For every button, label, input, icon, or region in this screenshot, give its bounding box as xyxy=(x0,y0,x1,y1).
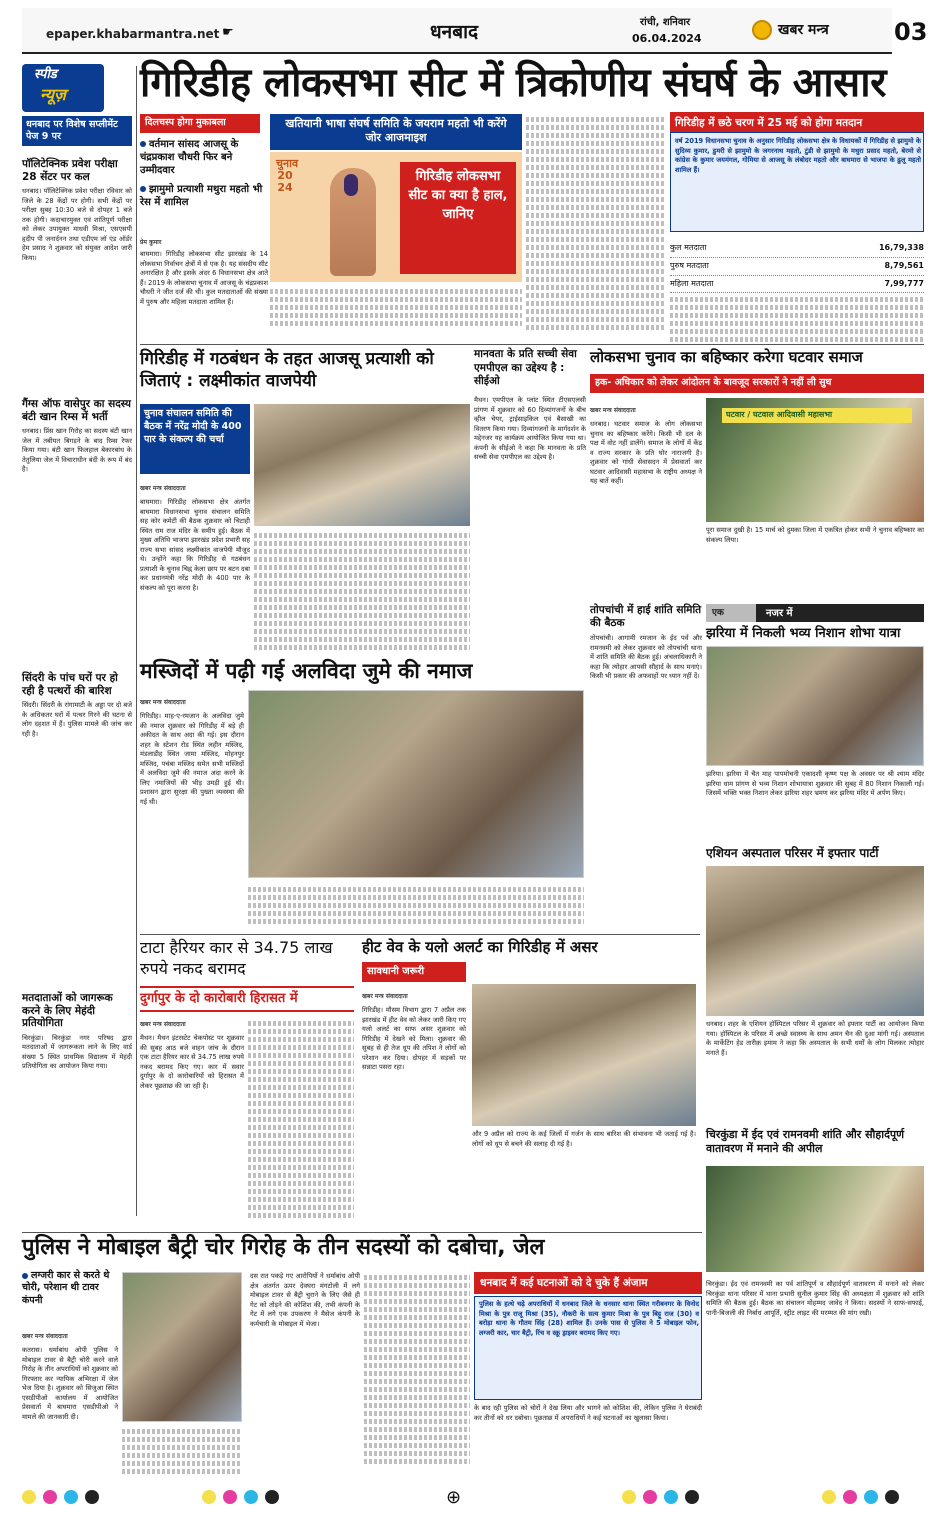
police-body2: दस रात पकड़े गए आरोपियों ने धर्माबांध ओपी क्षेत्र अंतर्गत ऊपर देवघरा मंगटोली में लगे मोबाइल टावर से बैट्री चुराने के लिए जैसे ही गेट को तोड़ने की कोशिश की, तभी कंपनी के गेट में लगे एक उपकरण ने मैसेज कंपनी के कर्मचारी के मोबाइल में भेजा। xyxy=(250,1272,360,1328)
masthead xyxy=(0,0,945,58)
police-bullet: लग्जरी कार से करते थे चोरी, परेशान थी टावर कंपनी xyxy=(22,1270,110,1306)
column-divider xyxy=(136,66,137,1216)
tata-body: मैथन। मैथन इंटरस्टेट चेकपोस्ट पर शुक्रवार की सुबह आठ बजे वाहन जांच के दौरान एक टाटा हैरियर कार से 34.75 लाख रुपये नकद बरामद किए गए। कार में सवार दुर्गापुर के दो कारोबारियों को हिरासत में लेकर पूछताछ की जा रही है। xyxy=(140,1034,244,1090)
section-divider xyxy=(22,1232,702,1233)
lead-bullets xyxy=(140,138,268,209)
boycott-byline: खबर मन्त्र संवाददाता xyxy=(590,407,636,414)
heat-byline: खबर मन्त्र संवाददाता xyxy=(362,993,408,1000)
heat-photo xyxy=(472,984,696,1126)
section-divider xyxy=(140,344,924,345)
cds-body: मैथन। एमपीएल के प्लांट स्थित टीएसएलसी प्रांगण में शुक्रवार को 60 दिव्यांगजनों के बीच व्हील चेयर, ट्राईसाइकिल एवं बैसाखी का वितरण किया गया। दिव्यांगजनों के मार्गदर्शन के मद्देनजर यह कार्यक्रम आयोजित किया गया था। कंपनी के सीईओ ने कहा कि मानवता के प्रति सच्ची सेवा एमपीएल का उद्देश्य है। xyxy=(474,396,586,462)
lead-stats-column xyxy=(526,114,666,340)
lead-body-cont xyxy=(270,286,522,336)
lead-graphic xyxy=(270,152,522,282)
heat-body: गिरिडीह। मौसम विभाग द्वारा 7 अप्रैल तक झारखंड में हीट वेव को लेकर जारी किए गए यलो अलर्ट का साफ असर शुक्रवार को गिरिडीह में देखने को मिला। शुक्रवार की सुबह से ही तेज धूप की तपिश ने लोगों को परेशान कर दिया। दोपहर में सड़कों पर सन्नाटा पसरा रहा। xyxy=(362,1006,466,1072)
stat-row: पुरुष मतदाता 8,79,561 xyxy=(670,258,924,276)
speed-news-logo: स्पीड न्यूज़ xyxy=(22,64,104,112)
crosshair-icon: ⊕ xyxy=(446,1487,462,1508)
boycott-body: धनबाद। घटवार समाज के लोग लोकसभा चुनाव का बहिष्कार करेंगे। किसी भी दल के पक्ष में वोट नहीं डालेंगे। समाज के लोगों में केंद्र व राज्य सरकार के प्रति घोर नाराजगी है। शुक्रवार को गांधी सेवासदन में प्रेसवार्ता कर घटवार आदिवासी महासभा के राष्ट्रीय अध्यक्ष ने यह बातें कहीं। xyxy=(590,420,702,486)
brand-name: खबर मन्त्र xyxy=(778,22,829,38)
iftar-headline: एशियन अस्पताल परिसर में इफ्तार पार्टी xyxy=(706,846,879,860)
speed-item-4 xyxy=(22,992,132,1252)
tata-headline: टाटा हैरियर कार से 34.75 लाख रुपये नकद बरामद xyxy=(140,938,333,978)
speed-item-2 xyxy=(22,398,132,653)
ajsu-body: बाघमारा। गिरिडीह लोकसभा क्षेत्र अंतर्गत बाघमारा विधानसभा चुनाव संचालन समिति सह कोर कमेटी की बैठक शुक्रवार को चिटाही स्थित राम राज मंदिर के समीप हुई। बैठक में मुख्य अतिथि भाजपा झारखंड प्रदेश प्रभारी सह राज्य सभा सांसद लक्ष्मीकांत वाजपेयी मौजूद थे। उन्होंने कहा कि गिरिडीह से गठबंधन प्रत्याशी के चुनाव चिह्न केला छाप पर बटन दबा कर प्रधानमंत्री नरेंद्र मोदी के 400 पार के संकल्प को पूरा करना है। xyxy=(140,498,250,592)
police-byline: खबर मन्त्र संवाददाता xyxy=(22,1333,68,1340)
speed-item-body: सिंदरी। सिंदरी के रांगामाटी के अड्डा पर दो बजे के अधिकतर घरों में पत्थर गिरने की घटना से लोग दहशत में हैं। पुलिस मामले की जांच कर रही है। xyxy=(22,701,132,738)
lead-stats xyxy=(670,240,924,340)
alvida-body: गिरिडीह। माह-ए-रमजान के अलविदा जुमे की नमाज शुक्रवार को गिरिडीह में बड़े ही अकीदत के साथ अदा की गई। इस दौरान शहर के स्टेशन रोड स्थित लहीन मस्जिद, मंडलाडीह स्थित जामा मस्जिद, मोहनपुर मस्जिद, पचंबा मस्जिद समेत सभी मस्जिदों में अलविदा जुमे की नमाज अदा करने के लिए नमाजियों की भीड़ उमड़ी हुई थी। प्रशासन द्वारा सुरक्षा की पुख्ता व्यवस्था की गई थी। xyxy=(140,712,244,806)
bullet-icon xyxy=(22,1273,28,1279)
heat-tag: सावधानी जरूरी xyxy=(362,962,466,982)
chirkunda-body: चिरकुंडा। ईद एवं रामनवमी का पर्व शांतिपूर्ण व सौहार्दपूर्ण वातावरण में मनाने को लेकर चिरकुंडा थाना परिसर में थाना प्रभारी सुनील कुमार सिंह की अध्यक्षता में शुक्रवार को शांति समिति की बैठक हुई। बैठक का संचालन मोहम्मद जावेद ने किया। सदस्यों ने साफ-सफाई, पानी-बिजली की निर्बाध आपूर्ति, स्ट्रीट लाइट की मरम्मत की मांग रखी। xyxy=(706,1280,924,1317)
speed-item-title: सिंदरी के पांच घरों पर हो रही है पत्थरों की बारिश xyxy=(22,672,118,697)
supplement-promo: धनबाद पर विशेष सप्लीमेंट पेज 9 पर xyxy=(22,116,132,146)
ek-nazar-tag: एक नजर में xyxy=(706,604,924,622)
speed-item-body: धनबाद। पॉलिटेक्निक प्रवेश परीक्षा रविवार को जिले के 28 केंद्रों पर होगी। सभी केंद्रों पर परीक्षा सुबह 10:30 बजे से दोपहर 1 बजे तक होगी। कदाचारमुक्त एवं शांतिपूर्ण परीक्षा को लेकर उपायुक्त माधवी मिश्रा, एसएसपी हृदीप पी जनार्दनन तथा एडीएम लॉ एंड ऑर्डर हेम प्रसाद ने शुक्रवार को संयुक्त आदेश जारी किया। xyxy=(22,187,132,263)
iftar-body: धनबाद। शहर के एशियन हॉस्पिटल परिसर में शुक्रवार को इफ्तार पार्टी का आयोजन किया गया। हॉस्पिटल के परिसर में अच्छे स्वास्थ्य के साथ अमन चैन की दुआ मांगी गई। अस्पताल के मार्केटिंग हेड तारीक़ इमाम ने कहा कि अस्पताल के सभी धर्मों के लोग मिलकर त्योहार मनाते हैं। xyxy=(706,1020,924,1057)
lead-bullet: वर्तमान सांसद आजसू के चंद्रप्रकाश चौधरी फिर बने उम्मीदवार xyxy=(140,139,239,176)
speed-item-1 xyxy=(22,158,132,408)
speed-item-title: पॉलिटेक्निक प्रवेश परीक्षा 28 सेंटर पर कल xyxy=(22,158,118,183)
tata-byline: खबर मन्त्र संवाददाता xyxy=(140,1021,186,1028)
ajsu-highlight: चुनाव संचालन समिति की बैठक में नरेंद्र मोदी के 400 पार के संकल्प की चर्चा xyxy=(140,404,250,474)
lead-side-body: वर्ष 2019 विधानसभा चुनाव के अनुसार गिरिडीह लोकसभा क्षेत्र के विधायकों में गिरिडीह से झामुमो के सुदिव्य कुमार, डुमरी से झामुमो के जगरनाथ महतो, टुंडी से झामुमो के मथुरा प्रसाद महतो, बेरमो से कांग्रेस के कुमार जयमंगल, गोमिया से आजसू के लंबोदर महतो और बाघमारा से भाजपा के ढुलू महतो शामिल हैं। xyxy=(675,137,921,174)
tapchanchi-body: तोपचांची। आगामी रमजान के ईद पर्व और रामनवमी को लेकर शुक्रवार को तोपचांची थाना में शांति समिति की बैठक हुई। अंचलाधिकारी ने कहा कि त्योहार आपसी सौहार्द के साथ मनाएं। किसी भी प्रकार की अफवाहों पर ध्यान नहीं दें। xyxy=(590,634,702,681)
lead-side-title: गिरिडीह में छठे चरण में 25 मई को होगा मतदान xyxy=(670,112,924,134)
speed-item-title: मतदाताओं को जागरूक करने के लिए मेहंदी प्रतियोगिता xyxy=(22,992,113,1030)
ajsu-photo xyxy=(254,404,470,526)
cursor-icon: ☛ xyxy=(222,25,234,40)
alvida-byline: खबर मन्त्र संवाददाता xyxy=(140,699,186,706)
speed-item-body: धनबाद। प्रिंस खान गिरोह का सदस्य बंटी खान जेल में तबीयत बिगड़ने के बाद रिम्स रेफर किया गया। बंटी खान फिलहाल बेकारबांध के तेतुलिया जेल में विचाराधीन बंदी के रूप में बंद है। xyxy=(22,427,132,474)
ajsu-body-cont xyxy=(254,530,470,656)
lead-bullet: झामुमो प्रत्याशी मथुरा महतो भी रेस में शामिल xyxy=(140,184,263,208)
lead-promo-box: गिरिडीह लोकसभा सीट का क्या है हाल, जानिए xyxy=(400,162,516,274)
police-photo xyxy=(122,1272,242,1422)
alvida-headline: मस्जिदों में पढ़ी गई अलविदा जुमे की नमाज xyxy=(140,659,473,683)
city-title: धनबाद xyxy=(430,21,479,43)
ajsu-headline: गिरिडीह में गठबंधन के तहत आजसू प्रत्याशी को जिताएं : लक्ष्मीकांत वाजपेयी xyxy=(140,349,434,392)
jharia-body: झरिया। झरिया में चैत माह पापमोचनी एकादशी कृष्ण पक्ष के अवसर पर श्री श्याम मंदिर झरिया धाम प्रांगण से भव्य निशान शोभायात्रा शुक्रवार की सुबह में 80 निशान निकाली गई। जिसमें भक्ति भक्त निशान लेकर झरिया शहर भ्रमण कर झरिया मंदिर में अर्पण किए। xyxy=(706,770,924,798)
stat-row: कुल मतदाता 16,79,338 xyxy=(670,240,924,258)
registration-marks xyxy=(22,1484,922,1514)
iftar-photo xyxy=(706,866,924,1016)
lead-byline: प्रेम कुमार xyxy=(140,239,162,246)
cds-headline: मानवता के प्रति सच्ची सेवा एमपीएल का उद्देश्य है : सीईओ xyxy=(474,348,577,388)
alvida-body-cont xyxy=(248,884,584,930)
header-date: 06.04.2024 xyxy=(632,32,702,45)
police-headline: पुलिस ने मोबाइल बैट्री चोर गिरोह के तीन सदस्यों को दबोचा, जेल xyxy=(22,1235,545,1260)
lead-side-box xyxy=(670,132,924,232)
incidents-headline: धनबाद में कई घटनाओं को दे चुके हैं अंजाम xyxy=(474,1272,702,1294)
speed-news-column xyxy=(22,60,134,1272)
chirkunda-headline: चिरकुंडा में ईद एवं रामनवमी शांति और सौहार्दपूर्ण वातावरण में मनाने की अपील xyxy=(706,1128,905,1156)
police-body-cont xyxy=(122,1426,242,1480)
incidents-body2: के बाद रही पुलिस को चोरों ने देख लिया और भागने को कोशिश की, लेकिन पुलिस ने घेराबंदी कर तीनों को धर दबोचा। पूछताछ में अपराधियों ने कई घटनाओं का खुलासा किया। xyxy=(474,1404,702,1422)
jharia-photo xyxy=(706,646,924,766)
tata-body-cont xyxy=(248,1018,354,1230)
jharia-headline: झरिया में निकली भव्य निशान शोभा यात्रा xyxy=(706,626,901,641)
lead-tag: दिलचस्प होगा मुकाबला xyxy=(140,114,260,133)
stat-row: महिला मतदाता 7,99,777 xyxy=(670,276,924,294)
bullet-icon xyxy=(140,141,146,147)
boycott-subhead: हक- अधिकार को लेकर आंदोलन के बावजूद सरकारों ने नहीं ली सुध xyxy=(590,374,924,393)
ajsu-byline: खबर मन्त्र संवाददाता xyxy=(140,485,186,492)
boycott-photo xyxy=(706,398,924,522)
boycott-banner: घटवार / घटवाल आदिवासी महासभा xyxy=(722,408,912,423)
inked-finger-icon xyxy=(330,168,376,276)
page-number: 03 xyxy=(894,18,928,46)
incidents-body: पुलिस के हत्थे चढ़े अपराधियों में धनबाद जिले के धनसार थाना स्थित गरीबनगर के विनोद मिश्रा के पुत्र राजू मिश्रा (35), नौकरी के सत्य कुमार मिश्रा के पुत्र बिट्टू राज (30) व बरोड़ा थाना के गौतम सिंह (28) शामिल हैं। उनके पास से पुलिस ने 5 मोबाइल फोन, लग्जरी कार, चार बैट्री, रिंच व स्क्रू ड्राइवर बरामद किए गए। xyxy=(479,1300,699,1337)
section-divider xyxy=(140,934,700,935)
chirkunda-photo xyxy=(706,1166,924,1272)
police-body3 xyxy=(364,1272,470,1480)
incidents-box xyxy=(474,1296,702,1400)
tata-subhead: दुर्गापुर के दो कारोबारी हिरासत में xyxy=(140,986,354,1012)
heat-headline: हीट वेव के यलो अलर्ट का गिरिडीह में असर xyxy=(362,938,598,956)
site-url-link[interactable]: epaper.khabarmantra.net xyxy=(46,27,220,41)
brand-logo-icon xyxy=(752,20,772,40)
alvida-photo xyxy=(248,690,584,878)
police-body: कतरास। धर्माबांध ओपी पुलिस ने मोबाइल टावर से बैट्री चोरी करने वाले गिरोह के तीन अपराधियों को शुक्रवार को गिरफ्तार कर न्यायिक अभिरक्षा में जेल भेज दिया है। शुक्रवार को सिजुआ स्थित एसडीपीओ कार्यालय में आयोजित प्रेसवार्ता में बाघमारा एसडीपीओ ने मामले की जानकारी दी। xyxy=(22,1346,118,1421)
lead-body: बाघमारा। गिरिडीह लोकसभा सीट झारखंड के 14 लोकसभा निर्वाचन क्षेत्रों में से एक है। यह संसदीय सीट अनारक्षित है और इसके अंदर 6 विधानसभा क्षेत्र आते हैं। 2019 के लोकसभा चुनाव में आजसू के चंद्रप्रकाश चौधरी ने जीत दर्ज की थी। कुल मतदाताओं की संख्या में पुरुष और महिला मतदाता शामिल हैं। xyxy=(140,250,268,306)
bullet-icon xyxy=(140,186,146,192)
boycott-caption: पूरा समाज दुखी है। 15 मार्च को दुमका जिला में एकत्रित होकर सभी ने चुनाव बहिष्कार का संकल्प लिया। xyxy=(706,526,924,544)
lead-headline: गिरिडीह लोकसभा सीट में त्रिकोणीय संघर्ष के आसार xyxy=(140,60,886,106)
tapchanchi-headline: तोपचांची में हाई शांति समिति की बैठक xyxy=(590,604,702,630)
boycott-headline: लोकसभा चुनाव का बहिष्कार करेगा घटवार समाज xyxy=(590,348,863,366)
header-location: रांची, शनिवार xyxy=(640,17,691,28)
speed-item-title: गैंग्स ऑफ वासेपुर का सदस्य बंटी खान रिम्स में भर्ती xyxy=(22,398,131,423)
heat-body2: और 9 अप्रैल को राज्य के कई जिलों में गर्जन के साथ बारिश की संभावना भी जताई गई है। लोगों को धूप से बचने की सलाह दी गई है। xyxy=(472,1130,696,1148)
speed-item-body: चिरकुंडा। चिरकुंडा नगर परिषद द्वारा मतदाताओं में जागरूकता लाने के लिए वार्ड संख्या 5 स्थित प्राथमिक विद्यालय में मेहंदी प्रतियोगिता का आयोजन किया गया। xyxy=(22,1033,132,1071)
election-ribbon: चुनाव 2024 xyxy=(276,157,299,195)
lead-subhead: खतियानी भाषा संघर्ष समिति के जयराम महतो भी करेंगे जोर आजमाइश xyxy=(270,114,522,150)
speed-item-3 xyxy=(22,672,132,992)
